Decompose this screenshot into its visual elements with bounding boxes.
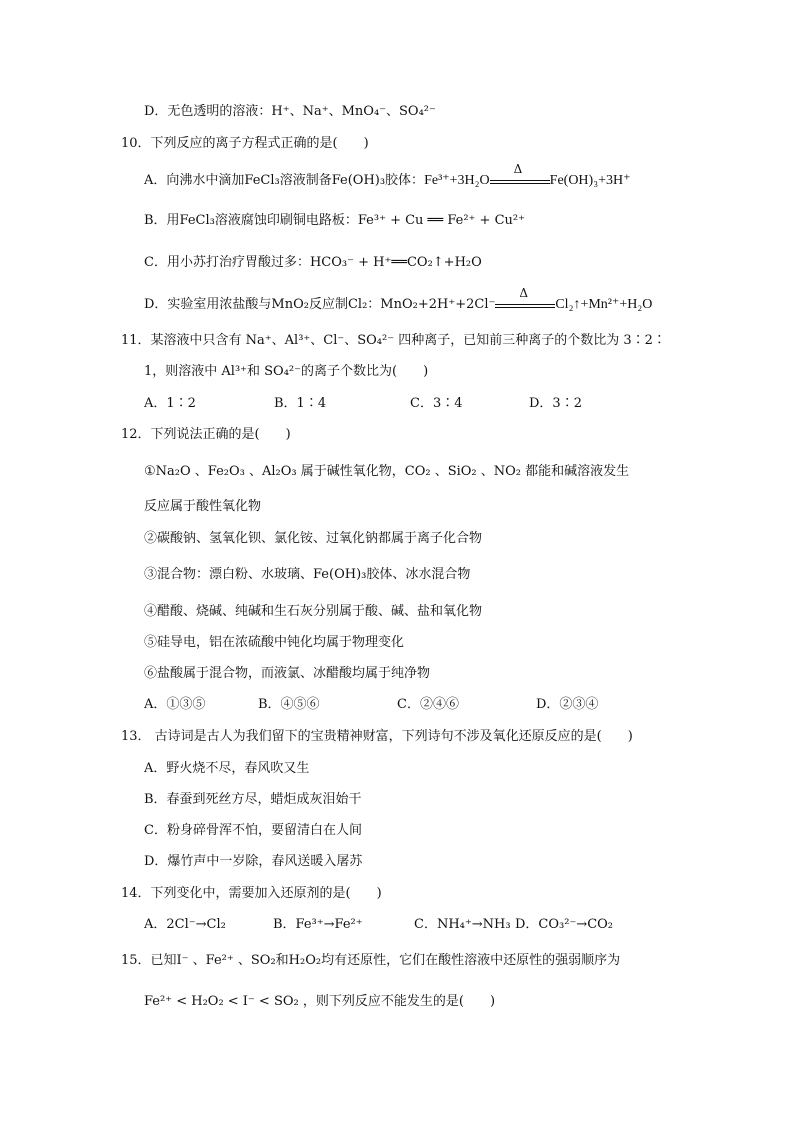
q14-option-d: D．CO₃²⁻→CO₂ (515, 917, 614, 932)
q12-statement-3: ③混合物：漂白粉、水玻璃、Fe(OH)₃胶体、冰水混合物 (144, 567, 471, 582)
q11-stem-line2: 1，则溶液中 Al³⁺和 SO₄²⁻的离子个数比为( ) (144, 364, 429, 379)
q10-option-d-right: Cl₂↑+Mn²⁺+H₂O (555, 297, 653, 312)
q12-option-d: D．②③④ (536, 697, 599, 712)
q9-option-d: D．无色透明的溶液：H⁺、Na⁺、MnO₄⁻、SO₄²⁻ (144, 104, 436, 119)
q11-option-a: A．1∶2 (144, 396, 196, 411)
q10-option-c: C．用小苏打治疗胃酸过多：HCO₃⁻ + H⁺══CO₂↑+H₂O (144, 255, 482, 270)
q10-option-a-right: Fe(OH)₃+3H⁺ (549, 173, 631, 188)
q13-option-a: A．野火烧不尽，春风吹又生 (144, 761, 310, 776)
q14-option-c: C．NH₄⁺→NH₃ (414, 917, 511, 932)
q12-option-b: B．④⑤⑥ (258, 697, 320, 712)
q10-option-d-text: D．实验室用浓盐酸与MnO₂反应制Cl₂：MnO₂+2H⁺+2Cl⁻ (144, 297, 496, 312)
q11-stem-line1: 11．某溶液中只含有 Na⁺、Al³⁺、Cl⁻、SO₄²⁻ 四种离子，已知前三种离子的个数比为 3∶2∶ (121, 333, 666, 348)
q13-option-d: D．爆竹声中一岁除，春风送暖入屠苏 (144, 854, 363, 869)
q12-stem: 12．下列说法正确的是( ) (121, 427, 291, 442)
q14-option-a: A．2Cl⁻→Cl₂ (144, 917, 226, 932)
q10-option-a-left: Fe³⁺+3H₂O (424, 173, 490, 188)
q12-option-c: C．②④⑥ (397, 697, 459, 712)
q10-option-a (144, 161, 631, 190)
q13-option-b: B．春蚕到死丝方尽，蜡炬成灰泪始干 (144, 792, 362, 807)
q14-stem: 14．下列变化中，需要加入还原剂的是( ) (121, 886, 382, 901)
q12-option-a: A．①③⑤ (144, 697, 206, 712)
q11-option-b: B．1∶4 (274, 396, 327, 411)
q12-statement-1b: 反应属于酸性氧化物 (144, 499, 262, 514)
q10-option-d (144, 285, 653, 314)
q12-statement-5: ⑤硅导电，铝在浓硫酸中钝化均属于物理变化 (144, 635, 405, 650)
q15-stem-line2: Fe²⁺ < H₂O₂ < I⁻ < SO₂ ，则下列反应不能发生的是( ) (144, 994, 496, 1009)
q12-statement-4: ④醋酸、烧碱、纯碱和生石灰分别属于酸、碱、盐和氧化物 (144, 604, 483, 619)
delta-symbol: Δ (513, 161, 523, 176)
q12-statement-2: ②碳酸钠、氢氧化钡、氯化铵、过氧化钠都属于离子化合物 (144, 531, 483, 546)
q11-option-c: C．3∶4 (410, 396, 463, 411)
delta-symbol: Δ (519, 285, 529, 300)
q13-stem: 13． 古诗词是古人为我们留下的宝贵精神财富，下列诗句不涉及氧化还原反应的是( ) (121, 729, 633, 744)
q10-option-a-text: A．向沸水中滴加FeCl₃溶液制备Fe(OH)₃胶体： (144, 173, 425, 188)
heating-arrow-icon (490, 161, 550, 188)
q13-option-c: C．粉身碎骨浑不怕，要留清白在人间 (144, 823, 362, 838)
q15-stem-line1: 15．已知I⁻ 、Fe²⁺ 、SO₂和H₂O₂均有还原性，它们在酸性溶液中还原性的强弱顺序为 (121, 953, 621, 968)
q10-option-b: B．用FeCl₃溶液腐蚀印刷铜电路板：Fe³⁺ + Cu ══ Fe²⁺ + Cu²⁺ (144, 213, 525, 228)
q11-option-d: D．3∶2 (529, 396, 582, 411)
q10-stem: 10．下列反应的离子方程式正确的是( ) (121, 136, 369, 151)
q12-statement-6: ⑥盐酸属于混合物，而液氯、冰醋酸均属于纯净物 (144, 666, 431, 681)
q14-option-b: B．Fe³⁺→Fe²⁺ (273, 917, 363, 932)
heating-arrow-icon (495, 285, 555, 312)
q12-statement-1a: ①Na₂O 、Fe₂O₃ 、Al₂O₃ 属于碱性氧化物，CO₂ 、SiO₂ 、NO₂ 都能和碱溶液发生 (144, 464, 630, 479)
